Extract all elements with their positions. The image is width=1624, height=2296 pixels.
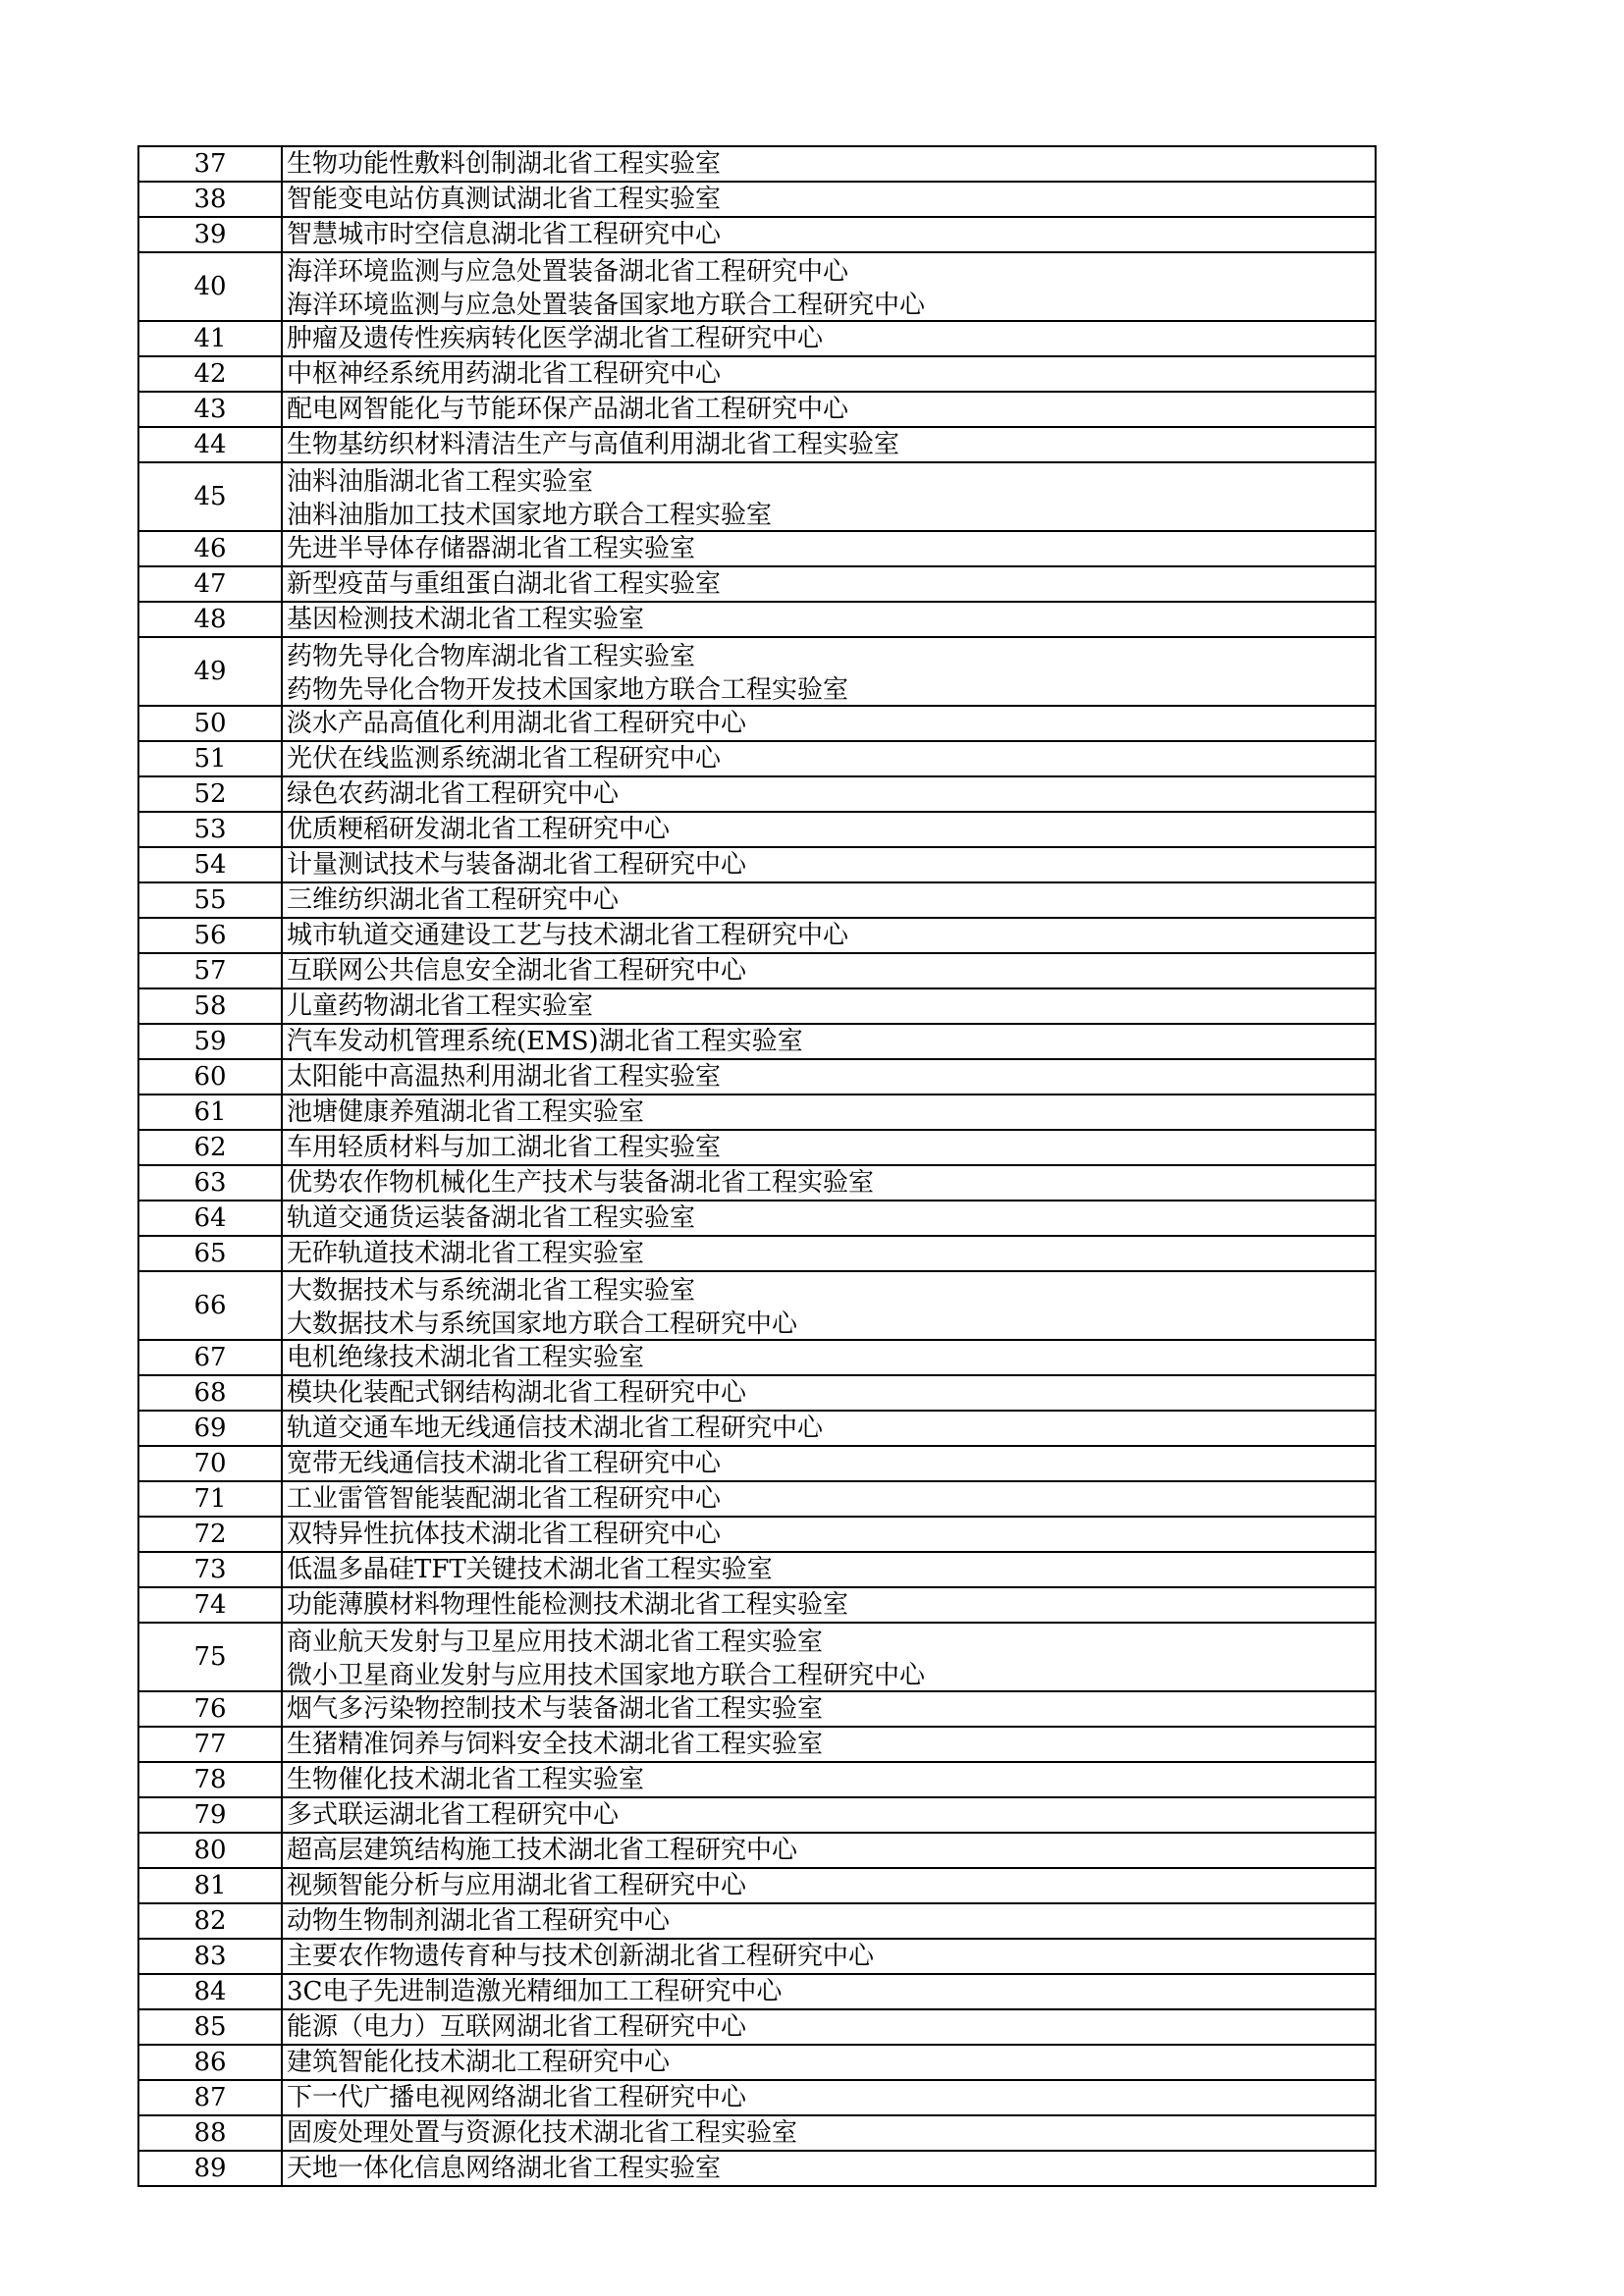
row-number-cell: 76 <box>138 1691 282 1727</box>
center-name-line: 下一代广播电视网络湖北省工程研究中心 <box>287 2083 747 2112</box>
center-name-cell <box>282 706 1376 741</box>
row-number-cell: 82 <box>138 1903 282 1939</box>
center-name-line: 模块化装配式钢结构湖北省工程研究中心 <box>287 1378 747 1408</box>
table-row <box>138 392 1376 427</box>
center-name-cell <box>282 882 1376 918</box>
center-name-line: 车用轻质材料与加工湖北省工程实验室 <box>287 1133 722 1162</box>
center-name-cell <box>282 462 1376 531</box>
row-number-cell: 64 <box>138 1201 282 1236</box>
row-number-cell: 54 <box>138 847 282 882</box>
row-number-cell: 58 <box>138 988 282 1024</box>
center-name-line: 智能变电站仿真测试湖北省工程实验室 <box>287 185 722 214</box>
center-name-cell <box>282 1130 1376 1165</box>
row-number-cell: 48 <box>138 602 282 637</box>
center-name-line: 微小卫星商业发射与应用技术国家地方联合工程研究中心 <box>287 1661 926 1688</box>
center-name-line: 双特异性抗体技术湖北省工程研究中心 <box>287 1520 722 1549</box>
table-row <box>138 1059 1376 1095</box>
row-number-cell: 53 <box>138 812 282 847</box>
row-number-cell: 70 <box>138 1446 282 1481</box>
center-name-cell <box>282 1411 1376 1446</box>
row-number-cell: 44 <box>138 427 282 462</box>
row-number-cell: 63 <box>138 1165 282 1201</box>
row-number-cell: 50 <box>138 706 282 741</box>
table-row <box>138 566 1376 602</box>
center-name-line: 动物生物制剂湖北省工程研究中心 <box>287 1906 671 1936</box>
table-row <box>138 1552 1376 1587</box>
table-row <box>138 1024 1376 1059</box>
center-name-line: 轨道交通货运装备湖北省工程实验室 <box>287 1203 696 1233</box>
row-number-cell: 68 <box>138 1375 282 1411</box>
center-name-line: 生猪精准饲养与饲料安全技术湖北省工程实验室 <box>287 1730 824 1759</box>
row-number-cell: 78 <box>138 1762 282 1797</box>
row-number-cell: 47 <box>138 566 282 602</box>
center-name-line: 功能薄膜材料物理性能检测技术湖北省工程实验室 <box>287 1590 849 1620</box>
table-row <box>138 2080 1376 2115</box>
center-name-line: 大数据技术与系统国家地方联合工程研究中心 <box>287 1309 798 1337</box>
table-row <box>138 1271 1376 1340</box>
center-name-line: 光伏在线监测系统湖北省工程研究中心 <box>287 744 722 774</box>
center-name-line: 三维纺织湖北省工程研究中心 <box>287 885 620 915</box>
center-name-line: 视频智能分析与应用湖北省工程研究中心 <box>287 1871 747 1900</box>
center-name-cell <box>282 531 1376 566</box>
table-row <box>138 1165 1376 1201</box>
center-name-line: 汽车发动机管理系统(EMS)湖北省工程实验室 <box>287 1027 803 1056</box>
table-row <box>138 706 1376 741</box>
table-row <box>138 1587 1376 1623</box>
table-row <box>138 1446 1376 1481</box>
center-name-cell <box>282 2115 1376 2151</box>
row-number-cell: 86 <box>138 2045 282 2080</box>
center-name-line: 淡水产品高值化利用湖北省工程研究中心 <box>287 709 747 738</box>
row-number-cell: 38 <box>138 182 282 217</box>
center-name-cell <box>282 2009 1376 2045</box>
table-row <box>138 1691 1376 1727</box>
center-name-line: 配电网智能化与节能环保产品湖北省工程研究中心 <box>287 395 849 424</box>
table-row <box>138 741 1376 776</box>
center-name-cell <box>282 1903 1376 1939</box>
row-number-cell: 37 <box>138 146 282 182</box>
center-name-line: 宽带无线通信技术湖北省工程研究中心 <box>287 1449 722 1478</box>
center-name-line: 烟气多污染物控制技术与装备湖北省工程实验室 <box>287 1694 824 1724</box>
center-name-line: 工业雷管智能装配湖北省工程研究中心 <box>287 1484 722 1514</box>
table-row <box>138 1201 1376 1236</box>
center-name-cell <box>282 146 1376 182</box>
center-name-line: 固废处理处置与资源化技术湖北省工程实验室 <box>287 2118 798 2148</box>
center-name-cell <box>282 1375 1376 1411</box>
center-name-line: 生物基纺织材料清洁生产与高值利用湖北省工程实验室 <box>287 430 900 459</box>
center-name-line: 智慧城市时空信息湖北省工程研究中心 <box>287 220 722 249</box>
table-row <box>138 2151 1376 2186</box>
table-row <box>138 1974 1376 2009</box>
center-name-line: 药物先导化合物库湖北省工程实验室 <box>287 642 696 671</box>
row-number-cell: 83 <box>138 1939 282 1974</box>
row-number-cell: 52 <box>138 776 282 812</box>
center-name-cell <box>282 392 1376 427</box>
table-row <box>138 1340 1376 1375</box>
center-name-cell <box>282 1165 1376 1201</box>
table-row <box>138 1833 1376 1868</box>
center-name-cell <box>282 1797 1376 1833</box>
center-name-line: 先进半导体存储器湖北省工程实验室 <box>287 534 696 563</box>
center-name-line: 药物先导化合物开发技术国家地方联合工程实验室 <box>287 675 849 703</box>
center-name-line: 电机绝缘技术湖北省工程实验室 <box>287 1343 645 1372</box>
center-name-cell <box>282 2151 1376 2186</box>
table-row <box>138 953 1376 988</box>
row-number-cell: 75 <box>138 1623 282 1691</box>
row-number-cell: 80 <box>138 1833 282 1868</box>
row-number-cell: 79 <box>138 1797 282 1833</box>
row-number-cell: 42 <box>138 356 282 392</box>
center-name-line: 优质粳稻研发湖北省工程研究中心 <box>287 815 671 844</box>
center-name-line: 计量测试技术与装备湖北省工程研究中心 <box>287 850 747 880</box>
center-name-line: 新型疫苗与重组蛋白湖北省工程实验室 <box>287 569 722 599</box>
row-number-cell: 87 <box>138 2080 282 2115</box>
row-number-cell: 84 <box>138 1974 282 2009</box>
center-name-cell <box>282 356 1376 392</box>
center-name-cell <box>282 847 1376 882</box>
row-number-cell: 41 <box>138 321 282 356</box>
table-body <box>138 146 1376 2186</box>
center-name-line: 低温多晶硅TFT关键技术湖北省工程实验室 <box>287 1555 773 1584</box>
center-name-line: 多式联运湖北省工程研究中心 <box>287 1800 620 1830</box>
center-name-cell <box>282 637 1376 706</box>
table-row <box>138 918 1376 953</box>
center-name-line: 海洋环境监测与应急处置装备国家地方联合工程研究中心 <box>287 291 926 318</box>
table-row <box>138 1762 1376 1797</box>
center-name-cell <box>282 1691 1376 1727</box>
row-number-cell: 51 <box>138 741 282 776</box>
center-name-line: 城市轨道交通建设工艺与技术湖北省工程研究中心 <box>287 921 849 950</box>
center-name-line: 优势农作物机械化生产技术与装备湖北省工程实验室 <box>287 1168 875 1198</box>
row-number-cell: 77 <box>138 1727 282 1762</box>
center-name-cell <box>282 1340 1376 1375</box>
row-number-cell: 59 <box>138 1024 282 1059</box>
table-row <box>138 182 1376 217</box>
table-row <box>138 1130 1376 1165</box>
center-name-line: 轨道交通车地无线通信技术湖北省工程研究中心 <box>287 1414 824 1443</box>
table-row <box>138 1481 1376 1517</box>
center-name-line: 超高层建筑结构施工技术湖北省工程研究中心 <box>287 1836 798 1865</box>
table-row <box>138 1517 1376 1552</box>
center-name-cell <box>282 1939 1376 1974</box>
center-name-cell <box>282 252 1376 321</box>
row-number-cell: 49 <box>138 637 282 706</box>
center-name-cell <box>282 1095 1376 1130</box>
center-name-line: 儿童药物湖北省工程实验室 <box>287 991 594 1021</box>
table-row <box>138 146 1376 182</box>
table-row <box>138 1903 1376 1939</box>
center-name-cell <box>282 1201 1376 1236</box>
center-name-line: 海洋环境监测与应急处置装备湖北省工程研究中心 <box>287 257 849 287</box>
center-name-cell <box>282 1517 1376 1552</box>
center-name-cell <box>282 1024 1376 1059</box>
center-name-line: 池塘健康养殖湖北省工程实验室 <box>287 1097 645 1127</box>
table-row <box>138 1868 1376 1903</box>
center-name-cell <box>282 1727 1376 1762</box>
center-name-cell <box>282 1552 1376 1587</box>
row-number-cell: 89 <box>138 2151 282 2186</box>
center-name-line: 商业航天发射与卫星应用技术湖北省工程实验室 <box>287 1628 824 1657</box>
table-row <box>138 812 1376 847</box>
center-name-cell <box>282 776 1376 812</box>
center-name-cell <box>282 427 1376 462</box>
center-name-cell <box>282 1868 1376 1903</box>
center-name-line: 生物催化技术湖北省工程实验室 <box>287 1765 645 1794</box>
table-row <box>138 2009 1376 2045</box>
center-name-line: 天地一体化信息网络湖北省工程实验室 <box>287 2154 722 2183</box>
table-row <box>138 531 1376 566</box>
row-number-cell: 69 <box>138 1411 282 1446</box>
center-name-line: 中枢神经系统用药湖北省工程研究中心 <box>287 359 722 389</box>
table-row <box>138 217 1376 252</box>
center-name-line: 油料油脂加工技术国家地方联合工程实验室 <box>287 501 773 528</box>
center-name-cell <box>282 566 1376 602</box>
center-name-cell <box>282 1481 1376 1517</box>
center-name-cell <box>282 1587 1376 1623</box>
table-row <box>138 1797 1376 1833</box>
center-name-cell <box>282 1762 1376 1797</box>
table-row <box>138 1623 1376 1691</box>
center-name-line: 能源（电力）互联网湖北省工程研究中心 <box>287 2012 747 2042</box>
row-number-cell: 62 <box>138 1130 282 1165</box>
center-name-cell <box>282 1236 1376 1271</box>
center-name-line: 肿瘤及遗传性疾病转化医学湖北省工程研究中心 <box>287 324 824 353</box>
center-name-line: 大数据技术与系统湖北省工程实验室 <box>287 1276 696 1306</box>
center-name-line: 3C电子先进制造激光精细加工工程研究中心 <box>287 1977 783 2006</box>
row-number-cell: 60 <box>138 1059 282 1095</box>
row-number-cell: 85 <box>138 2009 282 2045</box>
center-name-cell <box>282 321 1376 356</box>
center-name-cell <box>282 953 1376 988</box>
center-name-line: 绿色农药湖北省工程研究中心 <box>287 779 620 809</box>
row-number-cell: 55 <box>138 882 282 918</box>
table-row <box>138 1939 1376 1974</box>
engineering-center-table <box>137 145 1377 2187</box>
row-number-cell: 40 <box>138 252 282 321</box>
table-row <box>138 1375 1376 1411</box>
center-name-cell <box>282 182 1376 217</box>
row-number-cell: 71 <box>138 1481 282 1517</box>
center-name-line: 主要农作物遗传育种与技术创新湖北省工程研究中心 <box>287 1942 875 1971</box>
row-number-cell: 66 <box>138 1271 282 1340</box>
center-name-line: 互联网公共信息安全湖北省工程研究中心 <box>287 956 747 986</box>
table-row <box>138 847 1376 882</box>
center-name-cell <box>282 1833 1376 1868</box>
center-name-line: 基因检测技术湖北省工程实验室 <box>287 605 645 634</box>
table-row <box>138 637 1376 706</box>
row-number-cell: 72 <box>138 1517 282 1552</box>
row-number-cell: 45 <box>138 462 282 531</box>
table-row <box>138 2045 1376 2080</box>
table-row <box>138 427 1376 462</box>
row-number-cell: 67 <box>138 1340 282 1375</box>
table-row <box>138 776 1376 812</box>
row-number-cell: 61 <box>138 1095 282 1130</box>
row-number-cell: 81 <box>138 1868 282 1903</box>
table-row <box>138 1411 1376 1446</box>
table-row <box>138 356 1376 392</box>
row-number-cell: 56 <box>138 918 282 953</box>
row-number-cell: 74 <box>138 1587 282 1623</box>
table-row <box>138 1727 1376 1762</box>
center-name-cell <box>282 1974 1376 2009</box>
center-name-line: 无砟轨道技术湖北省工程实验室 <box>287 1239 645 1268</box>
center-name-cell <box>282 602 1376 637</box>
center-name-cell <box>282 918 1376 953</box>
center-name-line: 生物功能性敷料创制湖北省工程实验室 <box>287 149 722 179</box>
row-number-cell: 46 <box>138 531 282 566</box>
center-name-cell <box>282 1271 1376 1340</box>
center-name-cell <box>282 2080 1376 2115</box>
center-name-line: 油料油脂湖北省工程实验室 <box>287 467 594 497</box>
table-row <box>138 1236 1376 1271</box>
center-name-line: 建筑智能化技术湖北工程研究中心 <box>287 2048 671 2077</box>
center-name-cell <box>282 1059 1376 1095</box>
row-number-cell: 57 <box>138 953 282 988</box>
row-number-cell: 88 <box>138 2115 282 2151</box>
table-row <box>138 602 1376 637</box>
table-row <box>138 2115 1376 2151</box>
center-name-cell <box>282 1446 1376 1481</box>
center-name-cell <box>282 741 1376 776</box>
table-row <box>138 882 1376 918</box>
table-row <box>138 988 1376 1024</box>
center-name-cell <box>282 812 1376 847</box>
table-row <box>138 252 1376 321</box>
row-number-cell: 43 <box>138 392 282 427</box>
row-number-cell: 39 <box>138 217 282 252</box>
table-row <box>138 321 1376 356</box>
row-number-cell: 73 <box>138 1552 282 1587</box>
row-number-cell: 65 <box>138 1236 282 1271</box>
center-name-cell <box>282 1623 1376 1691</box>
table-row <box>138 462 1376 531</box>
center-name-cell <box>282 988 1376 1024</box>
table-row <box>138 1095 1376 1130</box>
center-name-cell <box>282 2045 1376 2080</box>
center-name-cell <box>282 217 1376 252</box>
center-name-line: 太阳能中高温热利用湖北省工程实验室 <box>287 1062 722 1092</box>
